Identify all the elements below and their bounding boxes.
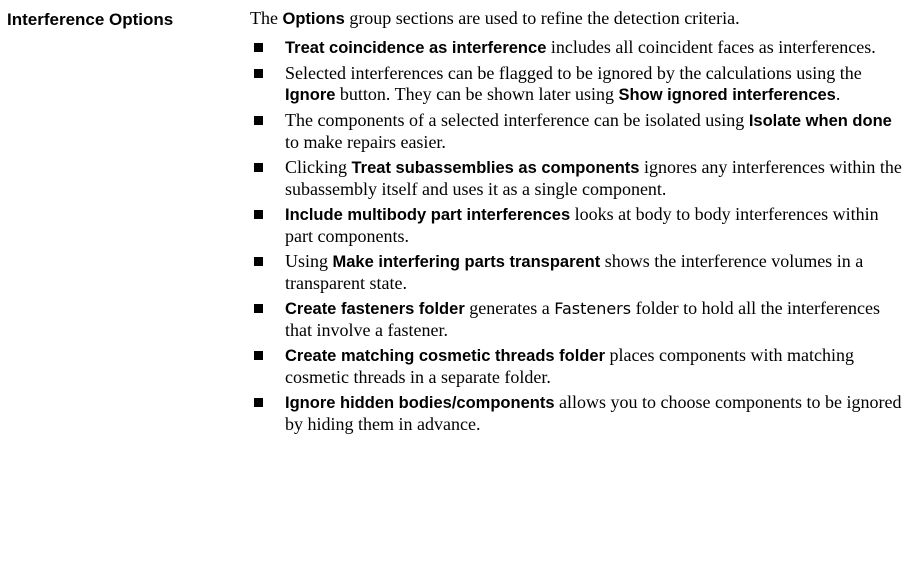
list-item-fasteners-folder <box>250 298 910 341</box>
item-text: folder to hold all the interferences that involve a fastener. <box>285 298 880 340</box>
item-text: places components with matching cosmetic threads in a separate folder. <box>285 345 854 387</box>
item-text: allows you to choose components to be ignored by hiding them in advance. <box>285 392 902 434</box>
square-bullet-icon <box>254 398 263 407</box>
square-bullet-icon <box>254 210 263 219</box>
ignore-button-term: Ignore <box>285 86 336 104</box>
item-text: to make repairs easier. <box>285 132 446 152</box>
list-item-isolate-when-done <box>250 110 910 153</box>
item-text: Selected interferences can be flagged to be ignored by the calculations using the <box>285 63 862 83</box>
option-term: Include multibody part interferences <box>285 206 571 224</box>
item-text: ignores any interferences within the subassembly itself and uses it as a single component. <box>285 157 902 199</box>
item-text: includes all coincident faces as interferences. <box>546 37 876 57</box>
item-text: . <box>835 84 841 104</box>
item-text: The components of a selected interference can be isolated using <box>285 110 749 130</box>
folder-name: Fasteners <box>554 299 632 318</box>
intro-paragraph <box>250 8 910 30</box>
option-term: Treat coincidence as interference <box>285 39 547 57</box>
square-bullet-icon <box>254 351 263 360</box>
item-text: shows the interference volumes in a transparent state. <box>285 251 864 293</box>
item-text: Using <box>285 251 333 271</box>
item-text: generates a <box>464 298 555 318</box>
option-term: Show ignored interferences <box>618 86 836 104</box>
options-bullet-list <box>250 37 910 435</box>
option-term: Create fasteners folder <box>285 300 465 318</box>
options-term: Options <box>282 10 345 28</box>
intro-text: The <box>250 8 283 28</box>
square-bullet-icon <box>254 304 263 313</box>
intro-text: group sections are used to refine the detection criteria. <box>344 8 740 28</box>
option-term: Make interfering parts transparent <box>332 253 601 271</box>
option-term: Ignore hidden bodies/components <box>285 394 555 412</box>
list-item-treat-subassemblies <box>250 157 910 200</box>
section-heading: Interference Options <box>7 10 174 29</box>
square-bullet-icon <box>254 43 263 52</box>
list-item-treat-coincidence <box>250 37 910 59</box>
list-item-multibody-interferences <box>250 204 910 247</box>
option-term: Create matching cosmetic threads folder <box>285 347 606 365</box>
square-bullet-icon <box>254 116 263 125</box>
option-term: Isolate when done <box>748 112 892 130</box>
list-item-cosmetic-threads-folder <box>250 345 910 388</box>
item-text: Clicking <box>285 157 352 177</box>
list-item-ignore-hidden-bodies <box>250 392 910 435</box>
list-item-ignore-interferences <box>250 63 910 106</box>
square-bullet-icon <box>254 257 263 266</box>
item-text: looks at body to body interferences within part components. <box>285 204 879 246</box>
section-content <box>250 8 910 439</box>
option-term: Treat subassemblies as components <box>351 159 640 177</box>
list-item-transparent-parts <box>250 251 910 294</box>
item-text: button. They can be shown later using <box>335 84 619 104</box>
square-bullet-icon <box>254 69 263 78</box>
square-bullet-icon <box>254 163 263 172</box>
